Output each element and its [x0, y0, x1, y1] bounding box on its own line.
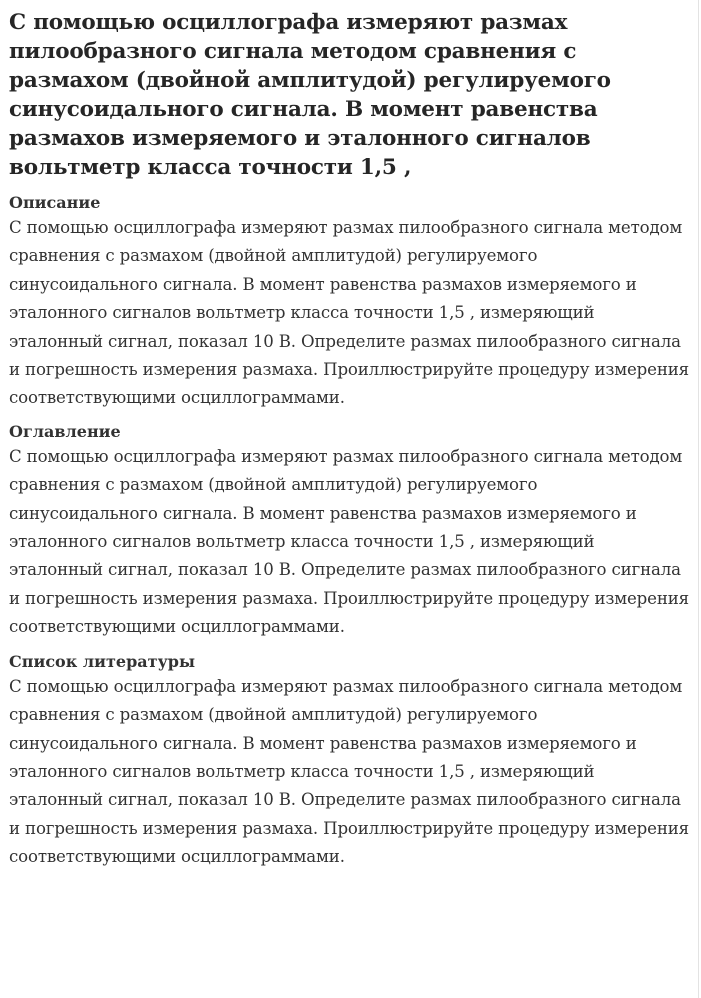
section-contents — [9, 421, 690, 642]
page-title: С помощью осциллографа измеряют размах пилообразного сигнала методом сравнения с размахом (двойной амплитудой) регулируемого синусоидального сигнала. В момент равенства размахов измеряемого и эталонного сигналов вольтметр класса точности 1,5 , — [9, 10, 611, 180]
section-description — [9, 192, 690, 413]
section-heading: Список литературы — [9, 651, 196, 671]
section-body: С помощью осциллографа измеряют размах пилообразного сигнала методом сравнения с размахом (двойной амплитудой) регулируемого синусоидального сигнала. В момент равенства размахов измеряемого и эталонного сигналов вольтметр класса точности 1,5 , измеряющий эталонный сигнал, показал 10 В. Определите размах пилообразного сигнала и погрешность измерения размаха. Проиллюстрируйте процедуру измерения соответствующими осциллограммами. — [9, 446, 689, 637]
section-body: С помощью осциллографа измеряют размах пилообразного сигнала методом сравнения с размахом (двойной амплитудой) регулируемого синусоидального сигнала. В момент равенства размахов измеряемого и эталонного сигналов вольтметр класса точности 1,5 , измеряющий эталонный сигнал, показал 10 В. Определите размах пилообразного сигнала и погрешность измерения размаха. Проиллюстрируйте процедуру измерения соответствующими осциллограммами. — [9, 676, 689, 867]
section-heading: Оглавление — [9, 421, 121, 441]
section-body: С помощью осциллографа измеряют размах пилообразного сигнала методом сравнения с размахом (двойной амплитудой) регулируемого синусоидального сигнала. В момент равенства размахов измеряемого и эталонного сигналов вольтметр класса точности 1,5 , измеряющий эталонный сигнал, показал 10 В. Определите размах пилообразного сигнала и погрешность измерения размаха. Проиллюстрируйте процедуру измерения соответствующими осциллограммами. — [9, 218, 689, 408]
section-references — [9, 651, 690, 872]
section-heading: Описание — [9, 193, 101, 212]
